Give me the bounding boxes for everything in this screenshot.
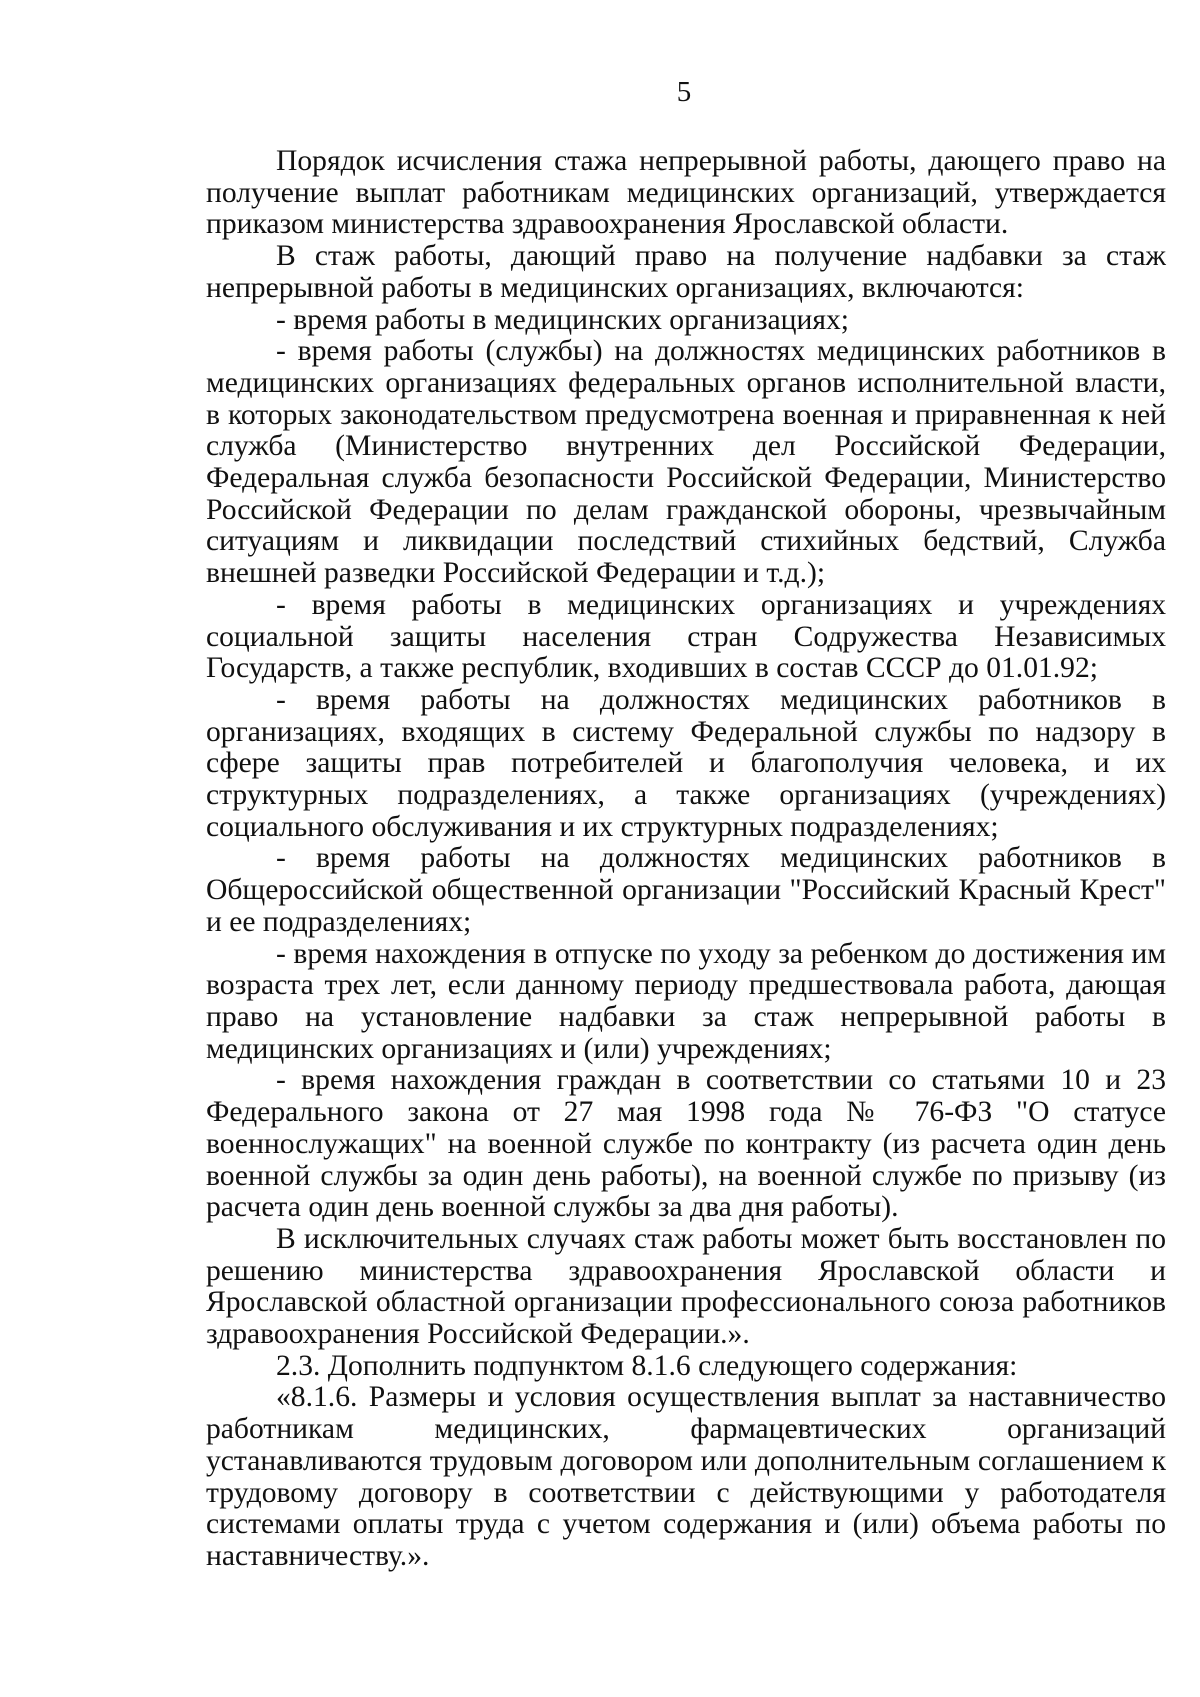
list-item-federal-executive-bodies: - время работы (службы) на должностях медицинских работников в медицинских организациях федеральных органов исполнительной власти, в которых законодательством предусмотрена военная и приравненная к ней служба (Министерство внутренних дел Российской Федерации, Федеральная служба безопасности Российской Федерации, Министерство Российской Федерации по делам гражданской обороны, чрезвычайным ситуациям и ликвидации последствий стихийных бедствий, Служба внешней разведки Российской Федерации и т.д.); bbox=[206, 335, 1166, 590]
paragraph-exceptional-restoration: В исключительных случаях стаж работы может быть восстановлен по решению министерства здравоохранения Ярославской области и Ярославской областной организации профессионального союза работников здравоохранения Российской Федерации.». bbox=[206, 1222, 1166, 1351]
list-item-childcare-leave: - время нахождения в отпуске по уходу за ребенком до достижения им возраста трех лет, если данному периоду предшествовала работа, дающая право на установление надбавки за стаж непрерывной работы в медицинских организациях и (или) учреждениях; bbox=[206, 937, 1166, 1065]
list-item-cis-countries: - время работы в медицинских организациях и учреждениях социальной защиты населения стран Содружества Независимых Государств, а также республик, входивших в состав СССР до 01.01.92; bbox=[206, 588, 1166, 685]
paragraph-continuous-service-procedure: Порядок исчисления стажа непрерывной работы, дающего право на получение выплат работникам медицинских организаций, утверждается приказом министерства здравоохранения Ярославской области. bbox=[206, 145, 1166, 241]
list-item-medical-organizations: - время работы в медицинских организациях; bbox=[276, 303, 849, 336]
document-body bbox=[206, 146, 1166, 1573]
paragraph-service-inclusion-intro: В стаж работы, дающий право на получение надбавки за стаж непрерывной работы в медицинских организациях, включаются: bbox=[206, 240, 1166, 304]
list-item-military-service: - время нахождения граждан в соответствии со статьями 10 и 23 Федерального закона от 27 мая 1998 года № 76-ФЗ "О статусе военнослужащих" на военной службе по контракту (из расчета один день военной службы за один день работы), на военной службе по призыву (из расчета один день военной службы за два дня работы). bbox=[206, 1064, 1166, 1224]
paragraph-amendment-2-3: 2.3. Дополнить подпунктом 8.1.6 следующего содержания: bbox=[276, 1349, 1018, 1382]
list-item-consumer-protection-service: - время работы на должностях медицинских работников в организациях, входящих в систему Федеральной службы по надзору в сфере защиты прав потребителей и благополучия человека, и их структурных подразделениях, а также организациях (учреждениях) социального обслуживания и их структурных подразделениях; bbox=[206, 683, 1166, 843]
paragraph-subclause-8-1-6: «8.1.6. Размеры и условия осуществления выплат за наставничество работникам медицинских, фармацевтических организаций устанавливаются трудовым договором или дополнительным соглашением к трудовому договору в соответствии с действующими у работодателя системами оплаты труда с учетом содержания и (или) объема работы по наставничеству.». bbox=[206, 1381, 1166, 1572]
list-item-red-cross: - время работы на должностях медицинских работников в Общероссийской общественной организации "Российский Красный Крест" и ее подразделениях; bbox=[206, 842, 1166, 938]
page-number: 5 bbox=[676, 76, 692, 108]
